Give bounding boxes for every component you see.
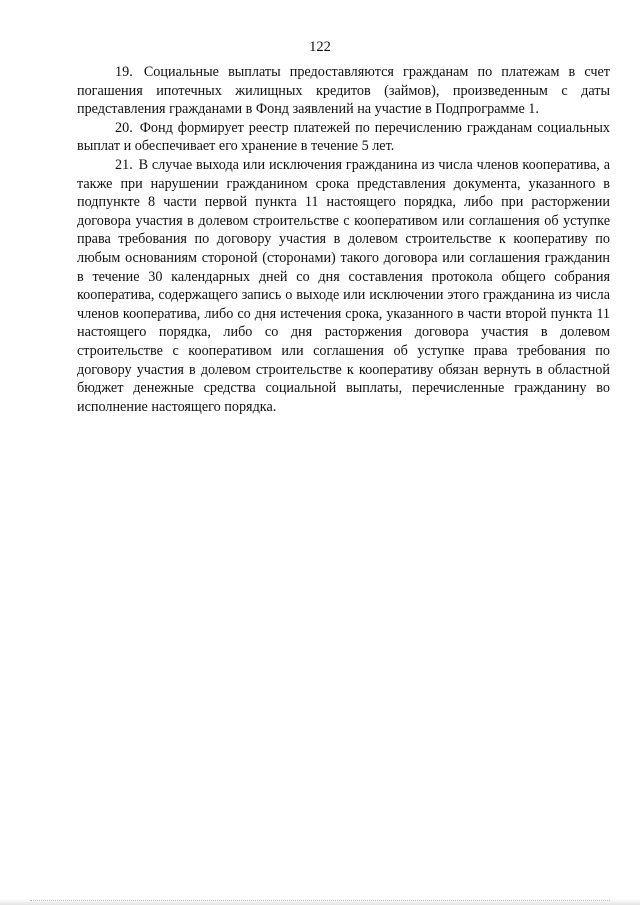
paragraph-number: 19. bbox=[115, 64, 133, 80]
paragraph-number: 20. bbox=[115, 119, 133, 136]
paragraph-number: 21. bbox=[115, 156, 133, 173]
paragraph-21 bbox=[77, 156, 610, 416]
paragraph-text: Социальные выплаты предоставляются гражданам по платежам в счет погашения ипотечных жилищных кредитов (займов), произведенным с даты представления гражданами в Фонд заявлений на участие в Подпрограмме 1. bbox=[77, 64, 610, 118]
paragraph-19 bbox=[77, 63, 610, 119]
scan-edge-marks bbox=[30, 900, 610, 903]
paragraph-text: В случае выхода или исключения гражданина из числа членов кооператива, а также при нарушении гражданином срока представления документа, указанного в подпункте 8 части первой пункта 11 настоящего порядка, либо при расторжении договора участия в долевом строительстве с кооперативом или соглашения об уступке права требования по договору участия в долевом строительстве к кооперативу по любым основаниям стороной (сторонами) такого договора или соглашения гражданин в течение 30 календарных дней со дня составления протокола общего собрания кооператива, содержащего запись о выходе или исключении этого гражданина из числа членов кооператива, либо со дня истечения срока, указанного в части второй пункта 11 настоящего порядка, либо со дня расторжения договора участия в долевом строительстве с кооперативом или соглашения об уступке права требования по договору участия в долевом строительстве к кооперативу обязан вернуть в областной бюджет денежные средства социальной выплаты, перечисленные гражданину во исполнение настоящего порядка. bbox=[77, 156, 611, 415]
document-body bbox=[77, 63, 610, 416]
page-number: 122 bbox=[309, 39, 331, 55]
paragraph-text: Фонд формирует реестр платежей по перечислению гражданам социальных выплат и обеспечивает его хранение в течение 5 лет. bbox=[77, 119, 611, 155]
paragraph-20 bbox=[77, 119, 610, 156]
